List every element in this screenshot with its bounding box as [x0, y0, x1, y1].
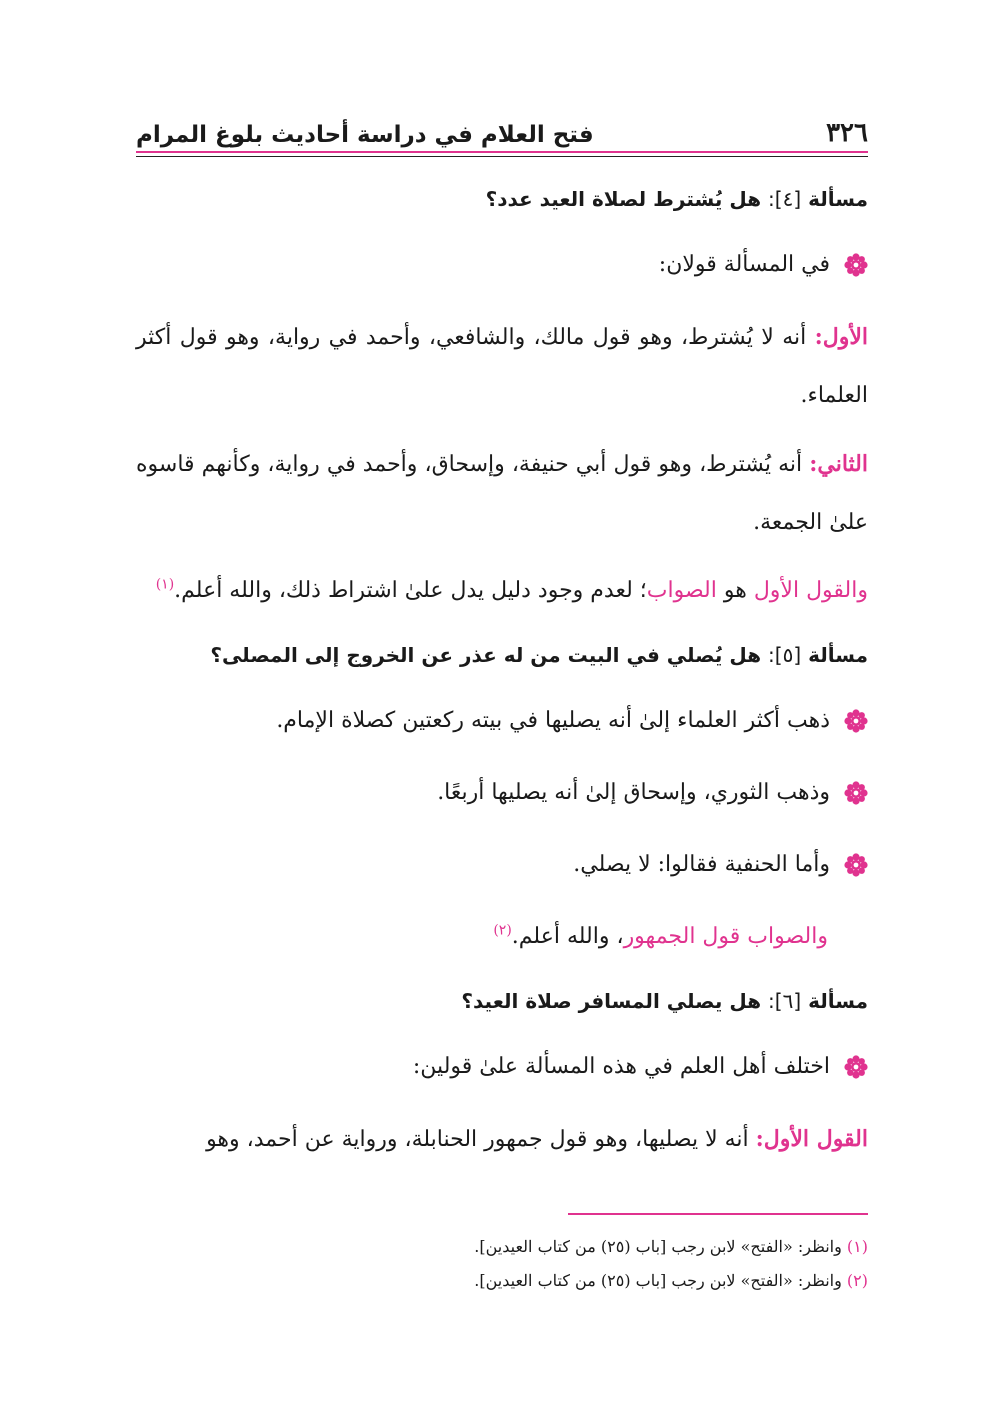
footnote-ref[interactable]: (٢): [493, 922, 512, 939]
opinion-label: الأول:: [814, 324, 868, 350]
conclusion-text: ، والله أعلم.: [511, 924, 624, 949]
footnote: [136, 1264, 868, 1298]
opinion-first: [136, 308, 868, 425]
bullet-item: [136, 764, 868, 822]
footnote-number: (٢): [846, 1271, 868, 1290]
question-heading-5: [136, 630, 868, 680]
question-heading-6: [136, 976, 868, 1026]
bullet-text: اختلف أهل العلم في هذه المسألة علىٰ قولين:: [412, 1054, 830, 1079]
bullet-text: وذهب الثوري، وإسحاق إلىٰ أنه يصليها أربعًا.: [437, 780, 830, 805]
flower-ornament-icon: [844, 253, 868, 277]
footnote-number: (١): [846, 1237, 868, 1256]
question-text: هل يصلي المسافر صلاة العيد؟: [461, 989, 762, 1013]
opinion-text: أنه لا يصليها، وهو قول جمهور الحنابلة، ورواية عن أحمد، وهو: [206, 1127, 756, 1152]
conclusion-text: ؛ لعدم وجود دليل يدل علىٰ اشتراط ذلك، والله أعلم.: [174, 578, 647, 603]
conclusion-correct: الصواب: [646, 578, 717, 603]
header-rule-accent: [136, 151, 868, 153]
header-rule: [136, 156, 868, 157]
footnote-ref[interactable]: (١): [155, 576, 175, 593]
footnotes: [136, 1230, 868, 1298]
conclusion-phrase: والقول الأول: [753, 578, 868, 603]
bullet-text: ذهب أكثر العلماء إلىٰ أنه يصليها في بيته ركعتين كصلاة الإمام.: [276, 708, 830, 733]
footnote-text: وانظر: «الفتح» لابن رجب [باب (٢٥) من كتاب العيدين].: [474, 1271, 847, 1290]
opinion-text: أنه يُشترط، وهو قول أبي حنيفة، وإسحاق، وأحمد في رواية، وكأنهم قاسوه علىٰ الجمعة.: [136, 452, 868, 535]
conclusion-5: [136, 908, 868, 966]
question-heading-4: [136, 174, 868, 224]
conclusion-4: [136, 562, 868, 620]
bullet-text: وأما الحنفية فقالوا: لا يصلي.: [573, 852, 830, 877]
flower-ornament-icon: [844, 1055, 868, 1079]
question-number: [٥]:: [768, 643, 802, 667]
page-header: [136, 108, 868, 148]
footnote-divider: [568, 1213, 868, 1215]
opinion-second: [136, 435, 868, 552]
bullet-text: في المسألة قولان:: [658, 252, 830, 277]
question-number: [٦]:: [768, 989, 802, 1013]
footnote-text: وانظر: «الفتح» لابن رجب [باب (٢٥) من كتاب العيدين].: [474, 1237, 847, 1256]
bullet-item: [136, 692, 868, 750]
conclusion-text: هو: [716, 578, 754, 603]
footnote: [136, 1230, 868, 1264]
page-number: ٣٢٦: [826, 118, 868, 148]
opinion-text: أنه لا يُشترط، وهو قول مالك، والشافعي، وأحمد في رواية، وهو قول أكثر العلماء.: [136, 325, 868, 408]
flower-ornament-icon: [844, 781, 868, 805]
opinion-label: الثاني:: [809, 451, 868, 477]
opinion-first: [136, 1110, 868, 1169]
bullet-item: [136, 236, 868, 294]
question-text: هل يُصلي في البيت من له عذر عن الخروج إلى المصلى؟: [210, 643, 762, 667]
question-label: مسألة: [808, 187, 868, 211]
bullet-item: [136, 1038, 868, 1096]
question-label: مسألة: [808, 989, 868, 1013]
conclusion-phrase: والصواب قول الجمهور: [623, 924, 828, 949]
main-content: [136, 172, 868, 1179]
question-number: [٤]:: [768, 187, 802, 211]
question-label: مسألة: [808, 643, 868, 667]
book-title: فتح العلام في دراسة أحاديث بلوغ المرام: [136, 122, 594, 148]
opinion-label: القول الأول:: [755, 1126, 868, 1152]
question-text: هل يُشترط لصلاة العيد عدد؟: [485, 187, 762, 211]
flower-ornament-icon: [844, 853, 868, 877]
bullet-item: [136, 836, 868, 894]
flower-ornament-icon: [844, 709, 868, 733]
